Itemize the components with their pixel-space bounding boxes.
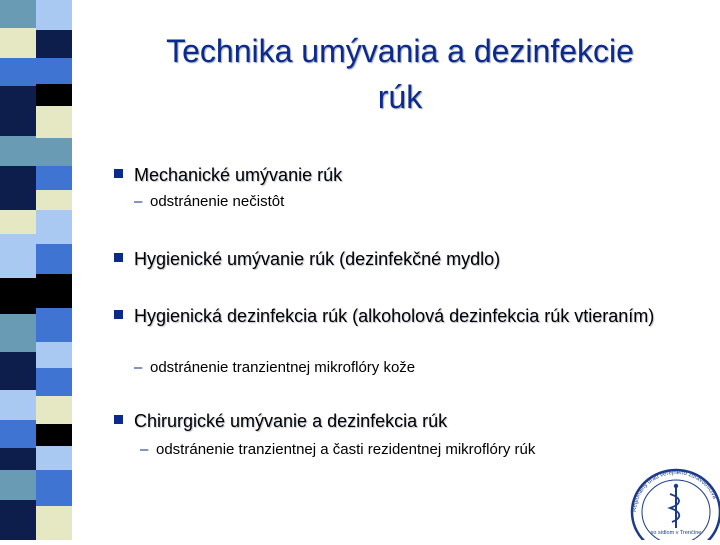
strip-block	[36, 424, 72, 446]
decorative-color-strip	[0, 0, 72, 540]
dash-marker: –	[140, 441, 149, 458]
strip-block	[0, 0, 36, 28]
sub-bullet	[134, 358, 415, 378]
square-bullet-icon	[114, 415, 123, 424]
strip-block	[36, 106, 72, 138]
bullet-text: Mechanické umývanie rúk	[134, 165, 343, 185]
square-bullet-icon	[114, 310, 123, 319]
strip-block	[36, 470, 72, 506]
strip-block	[0, 278, 36, 314]
strip-block	[36, 396, 72, 424]
strip-block	[0, 314, 36, 352]
dash-marker: –	[134, 193, 143, 210]
bullet-text: Chirurgické umývanie a dezinfekcia rúk	[134, 411, 448, 431]
strip-block	[36, 446, 72, 470]
strip-block	[36, 166, 72, 190]
strip-block	[0, 448, 36, 470]
strip-block	[36, 58, 72, 84]
strip-block	[36, 84, 72, 106]
strip-block	[36, 0, 72, 30]
strip-block	[0, 352, 36, 390]
strip-block	[0, 58, 36, 86]
ruvz-logo	[626, 466, 720, 540]
strip-block	[0, 420, 36, 448]
square-bullet-icon	[114, 253, 123, 262]
strip-block	[36, 368, 72, 396]
strip-column-left	[0, 0, 36, 540]
sub-bullet-text: odstránenie tranzientnej a časti rezidentnej mikroflóry rúk	[156, 441, 536, 458]
strip-block	[36, 506, 72, 540]
strip-block	[36, 210, 72, 244]
square-bullet-icon	[114, 169, 123, 178]
strip-block	[36, 244, 72, 274]
strip-block	[36, 30, 72, 58]
strip-block	[0, 28, 36, 58]
strip-block	[36, 190, 72, 210]
strip-block	[36, 308, 72, 342]
logo-ring-text: Regionálny úrad verejného zdravotníctva	[631, 469, 718, 513]
strip-block	[0, 86, 36, 136]
logo-bottom-text: so sídlom v Trenčíne	[650, 530, 702, 536]
strip-block	[0, 390, 36, 420]
strip-block	[0, 234, 36, 278]
strip-block	[0, 136, 36, 166]
strip-block	[0, 500, 36, 540]
sub-bullet-text: odstránenie tranzientnej mikroflóry kože	[150, 359, 416, 376]
strip-block	[0, 210, 36, 234]
strip-block	[36, 138, 72, 166]
strip-block	[36, 342, 72, 368]
bullet-text: Hygienická dezinfekcia rúk (alkoholová dezinfekcia rúk vtieraním)	[134, 306, 655, 326]
strip-block	[0, 166, 36, 210]
strip-block	[0, 470, 36, 500]
sub-bullet	[134, 192, 284, 212]
sub-bullet-text: odstránenie nečistôt	[150, 193, 285, 210]
strip-column-right	[36, 0, 72, 540]
sub-bullet	[140, 440, 535, 460]
bullet-text: Hygienické umývanie rúk (dezinfekčné mydlo)	[134, 249, 501, 269]
strip-block	[36, 274, 72, 308]
slide-title: Technika umývania a dezinfekcie rúk	[166, 33, 634, 115]
dash-marker: –	[134, 359, 143, 376]
